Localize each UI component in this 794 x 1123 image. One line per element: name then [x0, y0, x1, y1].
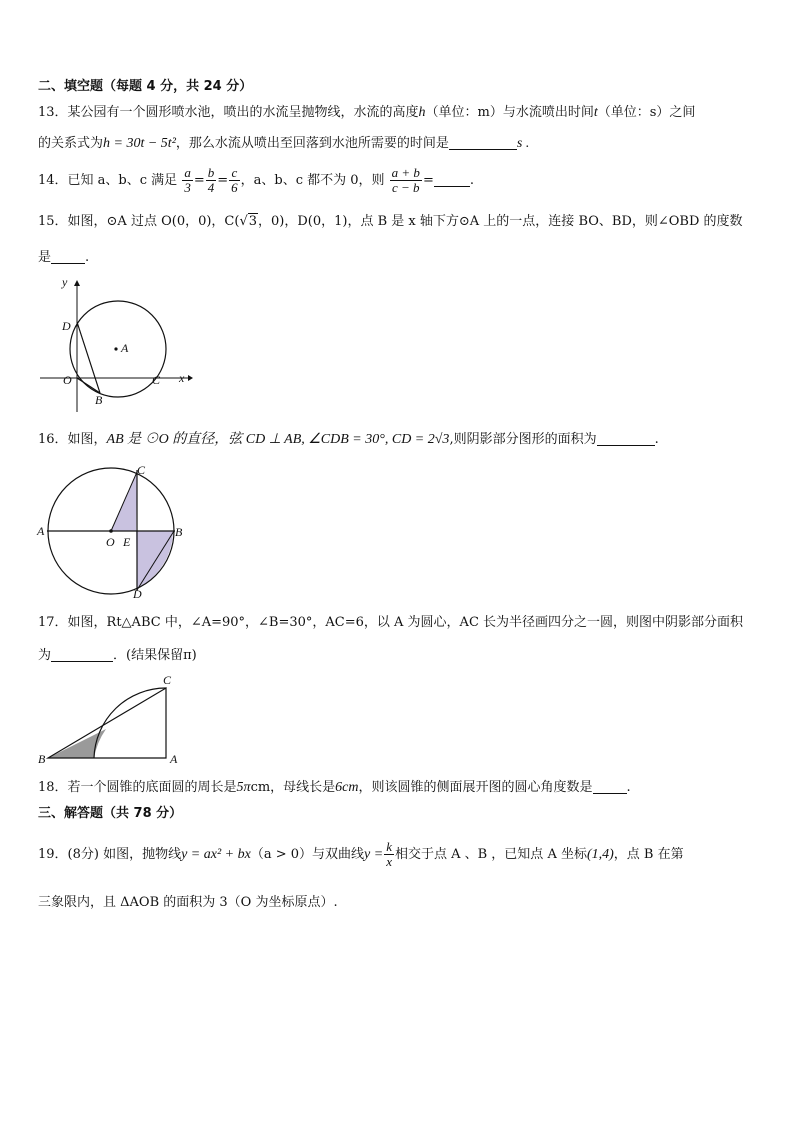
q15-end: .	[85, 250, 90, 265]
q14-fraction-c6: $\frac{c}{6}$	[231, 165, 238, 195]
q13-answer-blank[interactable]	[449, 135, 517, 150]
label-B: B	[175, 525, 183, 539]
label-D: D	[62, 319, 71, 333]
label-C: C	[137, 463, 146, 477]
label-x: x	[179, 371, 185, 385]
label-A: A	[170, 752, 178, 766]
q19-text2: 相交于点 A 、B ，已知点 A 坐标	[394, 847, 587, 862]
triangle-ABC	[48, 688, 166, 758]
section-title-fill-in: 二、填空题（每题 4 分，共 24 分）	[38, 79, 253, 94]
label-B: B	[95, 393, 103, 407]
q13-unit-h: （单位：m）与水流喷出时间	[425, 105, 594, 120]
label-C: C	[163, 673, 172, 687]
question-19-line2: 三象限内，且 ΔAOB 的面积为 3（O 为坐标原点）.	[38, 895, 338, 910]
q19-text: 19．(8分) 如图，抛物线	[38, 847, 182, 862]
q14-end: .	[469, 173, 474, 188]
q18-answer-blank[interactable]	[593, 779, 627, 794]
label-O: O	[106, 535, 115, 549]
q14-text: 14．已知 a、b、c 满足	[38, 173, 178, 188]
q14-answer-blank[interactable]	[434, 172, 470, 187]
q13-text2: 的关系式为	[38, 136, 104, 151]
question-19-line1	[38, 838, 684, 872]
question-18	[38, 778, 631, 798]
label-C: C	[152, 373, 161, 387]
q13-text: 13．某公园有一个圆形喷水池，喷出的水流呈抛物线，水流的高度	[38, 105, 419, 120]
q17-text3: ．(结果保留π)	[113, 648, 197, 663]
center-point-A	[114, 347, 117, 350]
shaded-region	[48, 729, 106, 758]
q18-text: 18．若一个圆锥的底面圆的周长是	[38, 780, 237, 795]
q14-fraction-a3: $\frac{a}{3}$	[184, 165, 191, 195]
q18-perimeter: 5π	[236, 780, 251, 795]
label-A: A	[37, 524, 45, 538]
q19-text3: ，点 B 在第	[613, 847, 684, 862]
segment-BD	[77, 322, 100, 393]
figure-17-triangle-diagram	[36, 672, 186, 767]
figure-16-circle-diagram	[36, 460, 186, 605]
q18-end: .	[626, 780, 631, 795]
q15-text: 15．如图，⊙A 过点 O(0，0)，C(	[38, 214, 240, 229]
q17-answer-blank[interactable]	[51, 647, 113, 662]
q15-answer-blank[interactable]	[51, 249, 85, 264]
question-13-line1	[38, 103, 695, 123]
label-D: D	[133, 587, 142, 601]
segment-BO	[77, 378, 100, 393]
q18-slant-length: 6cm	[335, 780, 359, 795]
q14-text2: ，a、b、c 都不为 0，则	[240, 173, 385, 188]
q16-answer-blank[interactable]	[597, 431, 655, 446]
q13-var-h: h	[418, 105, 426, 120]
label-O: O	[63, 373, 72, 387]
question-15-line1: 15．如图，⊙A 过点 O(0，0)，C(√3，0)，D(0，1)，点 B 是 x 轴下方⊙A 上的一点，连接 BO、BD，则∠OBD 的度数	[38, 214, 743, 229]
q13-text3: ，那么水流从喷出至回落到水池所需要的时间是	[175, 136, 449, 151]
label-y: y	[62, 275, 68, 289]
q15-text2: ，0)，D(0，1)，点 B 是 x 轴下方⊙A 上的一点，连接 BO、BD，则∠OBD 的度数	[258, 214, 743, 229]
q13-unit-t: （单位：s）之间	[597, 105, 696, 120]
center-point-O	[109, 529, 113, 533]
q19-hyperbola-lhs: y =	[364, 847, 384, 862]
q15-sqrt: 3	[248, 214, 258, 229]
question-17-line2	[38, 646, 197, 666]
y-axis-arrow	[74, 280, 80, 286]
x-axis-arrow	[188, 375, 193, 381]
label-A: A	[121, 341, 129, 355]
q14-fraction-answer: $\frac{a + b}{c - b}$	[391, 165, 420, 195]
figure-15-circle-diagram	[36, 272, 196, 412]
q19-point-A: (1,4)	[586, 847, 614, 862]
q13-unit: s .	[516, 136, 530, 151]
q19-fraction-kx: $\frac{k}{x}$	[386, 839, 392, 869]
section-title-solve: 三、解答题（共 78 分）	[38, 806, 183, 821]
question-16	[38, 430, 659, 450]
q13-var-t: t	[593, 105, 598, 120]
q19-parabola: y = ax² + bx	[181, 847, 251, 862]
question-17-line1: 17．如图，Rt△ABC 中，∠A=90°，∠B=30°，AC=6，以 A 为圆心，AC 长为半径画四分之一圆，则图中阴影部分面积	[38, 615, 744, 630]
label-E: E	[123, 535, 131, 549]
q19-condition: （a > 0）与双曲线	[250, 847, 365, 862]
q16-formula: AB 是 ⊙O 的直径，弦 CD ⊥ AB, ∠CDB = 30°, CD = 2√3	[106, 432, 450, 447]
q13-formula: h = 30t − 5t²	[103, 136, 176, 151]
q15-text3: 是	[38, 250, 52, 265]
q14-fraction-b4: $\frac{b}{4}$	[207, 165, 215, 195]
question-14: 14．已知 a、b、c 满足 $\frac{a}{3}$ = $\frac{b}{4}$ = $\frac{c}{6}$ ，a、b、c 都不为 0，则 $\frac{a + b}{c - b}$ = .	[38, 165, 474, 195]
quarter-circle-arc	[94, 688, 166, 758]
question-15-line2	[38, 248, 89, 268]
q17-text2: 为	[38, 648, 52, 663]
q16-text2: ,则阴影部分图形的面积为	[449, 432, 597, 447]
q16-text: 16．如图，	[38, 432, 107, 447]
label-B: B	[38, 752, 46, 766]
q18-text3: ，则该圆锥的侧面展开图的圆心角度数是	[358, 780, 593, 795]
q16-end: .	[654, 432, 659, 447]
q18-text2: cm，母线长是	[250, 780, 336, 795]
question-13-line2	[38, 134, 529, 154]
